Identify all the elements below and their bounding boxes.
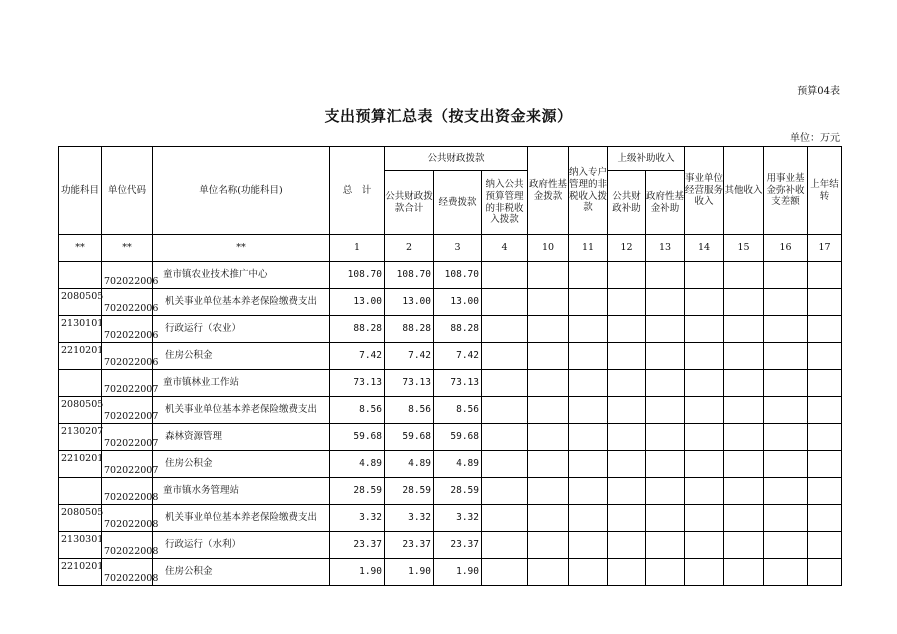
unit-name-cell: 童市镇水务管理站 xyxy=(153,478,330,505)
header-nontax: 纳入公共预算管理的非税收入拨款 xyxy=(482,171,528,235)
unit-name-cell: 森林资源管理 xyxy=(153,424,330,451)
empty-cell xyxy=(528,289,569,316)
empty-cell xyxy=(764,370,808,397)
total-cell: 13.00 xyxy=(330,289,385,316)
empty-cell xyxy=(528,316,569,343)
public-total-cell: 4.89 xyxy=(385,451,434,478)
total-cell: 1.90 xyxy=(330,559,385,586)
public-total-cell: 8.56 xyxy=(385,397,434,424)
budget-table xyxy=(58,146,842,586)
unit-label: 单位：万元 xyxy=(790,133,840,144)
public-total-cell: 108.70 xyxy=(385,262,434,289)
public-total-cell: 59.68 xyxy=(385,424,434,451)
empty-cell xyxy=(764,505,808,532)
index-row xyxy=(59,235,842,262)
empty-cell xyxy=(724,316,764,343)
unit-code-cell: 702022007 xyxy=(102,451,153,478)
empty-cell xyxy=(764,424,808,451)
empty-cell xyxy=(764,532,808,559)
table-row xyxy=(59,262,842,289)
total-cell: 3.32 xyxy=(330,505,385,532)
public-total-cell: 88.28 xyxy=(385,316,434,343)
header-name: 单位名称(功能科目) xyxy=(153,147,330,235)
total-cell: 7.42 xyxy=(330,343,385,370)
empty-cell xyxy=(528,505,569,532)
funding-cell: 108.70 xyxy=(434,262,482,289)
empty-cell xyxy=(646,559,685,586)
empty-cell xyxy=(482,505,528,532)
funding-cell: 13.00 xyxy=(434,289,482,316)
empty-cell xyxy=(569,451,608,478)
table-row xyxy=(59,397,842,424)
empty-cell xyxy=(482,343,528,370)
empty-cell xyxy=(646,289,685,316)
public-total-cell: 1.90 xyxy=(385,559,434,586)
empty-cell xyxy=(569,370,608,397)
empty-cell xyxy=(528,451,569,478)
empty-cell xyxy=(569,397,608,424)
func-code-cell: 2130207 xyxy=(59,424,102,451)
index-cell: 3 xyxy=(434,235,482,262)
empty-cell xyxy=(764,262,808,289)
unit-name-cell: 住房公积金 xyxy=(153,559,330,586)
index-cell: 17 xyxy=(808,235,842,262)
empty-cell xyxy=(569,532,608,559)
empty-cell xyxy=(646,397,685,424)
unit-code-cell: 702022008 xyxy=(102,532,153,559)
empty-cell xyxy=(764,478,808,505)
func-code-cell: 2130101 xyxy=(59,316,102,343)
empty-cell xyxy=(482,397,528,424)
empty-cell xyxy=(528,397,569,424)
header-code: 单位代码 xyxy=(102,147,153,235)
func-code-cell: 2210201 xyxy=(59,451,102,478)
empty-cell xyxy=(569,316,608,343)
table-row xyxy=(59,559,842,586)
empty-cell xyxy=(528,478,569,505)
func-code-cell: 2210201 xyxy=(59,343,102,370)
funding-cell: 8.56 xyxy=(434,397,482,424)
unit-name-cell: 机关事业单位基本养老保险缴费支出 xyxy=(153,505,330,532)
header-other: 其他收入 xyxy=(724,147,764,235)
unit-code-cell: 702022006 xyxy=(102,262,153,289)
empty-cell xyxy=(808,289,842,316)
empty-cell xyxy=(569,559,608,586)
empty-cell xyxy=(608,451,646,478)
empty-cell xyxy=(685,451,724,478)
empty-cell xyxy=(482,559,528,586)
header-superior: 上级补助收入 xyxy=(608,147,685,171)
table-row xyxy=(59,289,842,316)
total-cell: 88.28 xyxy=(330,316,385,343)
empty-cell xyxy=(764,397,808,424)
index-cell: 12 xyxy=(608,235,646,262)
empty-cell xyxy=(528,424,569,451)
empty-cell xyxy=(608,559,646,586)
header-row-1 xyxy=(59,147,842,171)
page-title: 支出预算汇总表（按支出资金来源） xyxy=(324,107,573,125)
total-cell: 8.56 xyxy=(330,397,385,424)
empty-cell xyxy=(808,262,842,289)
func-code-cell xyxy=(59,370,102,397)
empty-cell xyxy=(482,262,528,289)
empty-cell xyxy=(685,370,724,397)
funding-cell: 23.37 xyxy=(434,532,482,559)
empty-cell xyxy=(808,532,842,559)
empty-cell xyxy=(685,505,724,532)
index-cell: 10 xyxy=(528,235,569,262)
empty-cell xyxy=(608,505,646,532)
empty-cell xyxy=(528,262,569,289)
unit-code-cell: 702022006 xyxy=(102,316,153,343)
total-cell: 4.89 xyxy=(330,451,385,478)
empty-cell xyxy=(569,289,608,316)
funding-cell: 4.89 xyxy=(434,451,482,478)
public-total-cell: 23.37 xyxy=(385,532,434,559)
index-cell: 14 xyxy=(685,235,724,262)
func-code-cell: 2130301 xyxy=(59,532,102,559)
empty-cell xyxy=(808,478,842,505)
empty-cell xyxy=(646,262,685,289)
empty-cell xyxy=(764,343,808,370)
empty-cell xyxy=(528,532,569,559)
func-code-cell: 2080505 xyxy=(59,397,102,424)
empty-cell xyxy=(569,478,608,505)
unit-code-cell: 702022008 xyxy=(102,478,153,505)
empty-cell xyxy=(608,316,646,343)
unit-code-cell: 702022007 xyxy=(102,424,153,451)
empty-cell xyxy=(808,316,842,343)
empty-cell xyxy=(685,262,724,289)
empty-cell xyxy=(528,343,569,370)
empty-cell xyxy=(608,262,646,289)
func-code-cell: 2080505 xyxy=(59,289,102,316)
unit-code-cell: 702022008 xyxy=(102,505,153,532)
empty-cell xyxy=(569,343,608,370)
empty-cell xyxy=(724,370,764,397)
unit-code-cell: 702022006 xyxy=(102,343,153,370)
header-carryover: 上年结转 xyxy=(808,147,842,235)
header-funding: 经费拨款 xyxy=(434,171,482,235)
funding-cell: 7.42 xyxy=(434,343,482,370)
header-public-fin-total: 公共财政拨款合计 xyxy=(385,171,434,235)
public-total-cell: 73.13 xyxy=(385,370,434,397)
funding-cell: 28.59 xyxy=(434,478,482,505)
empty-cell xyxy=(646,505,685,532)
func-code-cell: 2080505 xyxy=(59,505,102,532)
table-row xyxy=(59,370,842,397)
index-cell: 16 xyxy=(764,235,808,262)
func-code-cell xyxy=(59,478,102,505)
empty-cell xyxy=(685,289,724,316)
header-public-fin: 公共财政拨款 xyxy=(385,147,528,171)
total-cell: 28.59 xyxy=(330,478,385,505)
empty-cell xyxy=(646,478,685,505)
public-total-cell: 13.00 xyxy=(385,289,434,316)
empty-cell xyxy=(724,343,764,370)
empty-cell xyxy=(685,343,724,370)
total-cell: 108.70 xyxy=(330,262,385,289)
empty-cell xyxy=(685,478,724,505)
unit-code-cell: 702022006 xyxy=(102,289,153,316)
header-sup-public: 公共财政补助 xyxy=(608,171,646,235)
empty-cell xyxy=(764,451,808,478)
empty-cell xyxy=(646,370,685,397)
empty-cell xyxy=(482,316,528,343)
unit-name-cell: 童市镇农业技术推广中心 xyxy=(153,262,330,289)
empty-cell xyxy=(764,559,808,586)
empty-cell xyxy=(685,397,724,424)
index-cell: 15 xyxy=(724,235,764,262)
funding-cell: 1.90 xyxy=(434,559,482,586)
func-code-cell xyxy=(59,262,102,289)
empty-cell xyxy=(482,478,528,505)
unit-code-cell: 702022007 xyxy=(102,370,153,397)
table-row xyxy=(59,451,842,478)
funding-cell: 88.28 xyxy=(434,316,482,343)
empty-cell xyxy=(608,370,646,397)
empty-cell xyxy=(646,532,685,559)
header-sup-gov: 政府性基金补助 xyxy=(646,171,685,235)
func-code-cell: 2210201 xyxy=(59,559,102,586)
empty-cell xyxy=(569,262,608,289)
empty-cell xyxy=(646,424,685,451)
empty-cell xyxy=(608,343,646,370)
index-cell: 11 xyxy=(569,235,608,262)
public-total-cell: 7.42 xyxy=(385,343,434,370)
empty-cell xyxy=(724,559,764,586)
empty-cell xyxy=(608,478,646,505)
table-row xyxy=(59,505,842,532)
empty-cell xyxy=(482,532,528,559)
header-func: 功能科目 xyxy=(59,147,102,235)
empty-cell xyxy=(528,370,569,397)
form-number: 预算04表 xyxy=(797,86,840,97)
empty-cell xyxy=(569,505,608,532)
empty-cell xyxy=(528,559,569,586)
funding-cell: 73.13 xyxy=(434,370,482,397)
empty-cell xyxy=(685,532,724,559)
empty-cell xyxy=(482,451,528,478)
empty-cell xyxy=(808,424,842,451)
public-total-cell: 3.32 xyxy=(385,505,434,532)
empty-cell xyxy=(646,343,685,370)
empty-cell xyxy=(646,316,685,343)
empty-cell xyxy=(808,505,842,532)
empty-cell xyxy=(724,505,764,532)
empty-cell xyxy=(808,451,842,478)
empty-cell xyxy=(724,289,764,316)
empty-cell xyxy=(482,289,528,316)
header-special: 纳入专户管理的非税收入拨款 xyxy=(569,147,608,235)
empty-cell xyxy=(808,559,842,586)
table-row xyxy=(59,478,842,505)
unit-name-cell: 行政运行（农业） xyxy=(153,316,330,343)
empty-cell xyxy=(482,424,528,451)
index-cell: 4 xyxy=(482,235,528,262)
empty-cell xyxy=(685,316,724,343)
empty-cell xyxy=(808,397,842,424)
empty-cell xyxy=(608,397,646,424)
empty-cell xyxy=(764,289,808,316)
header-balance: 用事业基金弥补收支差额 xyxy=(764,147,808,235)
funding-cell: 3.32 xyxy=(434,505,482,532)
empty-cell xyxy=(724,532,764,559)
unit-name-cell: 住房公积金 xyxy=(153,451,330,478)
header-gov-fund: 政府性基金拨款 xyxy=(528,147,569,235)
empty-cell xyxy=(724,424,764,451)
index-cell: 13 xyxy=(646,235,685,262)
unit-name-cell: 机关事业单位基本养老保险缴费支出 xyxy=(153,289,330,316)
empty-cell xyxy=(608,532,646,559)
empty-cell xyxy=(724,451,764,478)
unit-name-cell: 机关事业单位基本养老保险缴费支出 xyxy=(153,397,330,424)
empty-cell xyxy=(685,559,724,586)
unit-name-cell: 行政运行（水利） xyxy=(153,532,330,559)
index-cell: 1 xyxy=(330,235,385,262)
index-cell: ** xyxy=(153,235,330,262)
unit-name-cell: 童市镇林业工作站 xyxy=(153,370,330,397)
empty-cell xyxy=(608,424,646,451)
index-cell: ** xyxy=(102,235,153,262)
unit-code-cell: 702022008 xyxy=(102,559,153,586)
table-row xyxy=(59,532,842,559)
funding-cell: 59.68 xyxy=(434,424,482,451)
unit-code-cell: 702022007 xyxy=(102,397,153,424)
table-row xyxy=(59,424,842,451)
empty-cell xyxy=(608,289,646,316)
empty-cell xyxy=(482,370,528,397)
empty-cell xyxy=(685,424,724,451)
empty-cell xyxy=(764,316,808,343)
total-cell: 23.37 xyxy=(330,532,385,559)
empty-cell xyxy=(724,478,764,505)
header-business: 事业单位经营服务收入 xyxy=(685,147,724,235)
index-cell: 2 xyxy=(385,235,434,262)
table-row xyxy=(59,316,842,343)
index-cell: ** xyxy=(59,235,102,262)
public-total-cell: 28.59 xyxy=(385,478,434,505)
empty-cell xyxy=(724,262,764,289)
empty-cell xyxy=(646,451,685,478)
empty-cell xyxy=(724,397,764,424)
total-cell: 73.13 xyxy=(330,370,385,397)
empty-cell xyxy=(808,343,842,370)
unit-name-cell: 住房公积金 xyxy=(153,343,330,370)
table-row xyxy=(59,343,842,370)
total-cell: 59.68 xyxy=(330,424,385,451)
header-total: 总 计 xyxy=(330,147,385,235)
empty-cell xyxy=(808,370,842,397)
empty-cell xyxy=(569,424,608,451)
